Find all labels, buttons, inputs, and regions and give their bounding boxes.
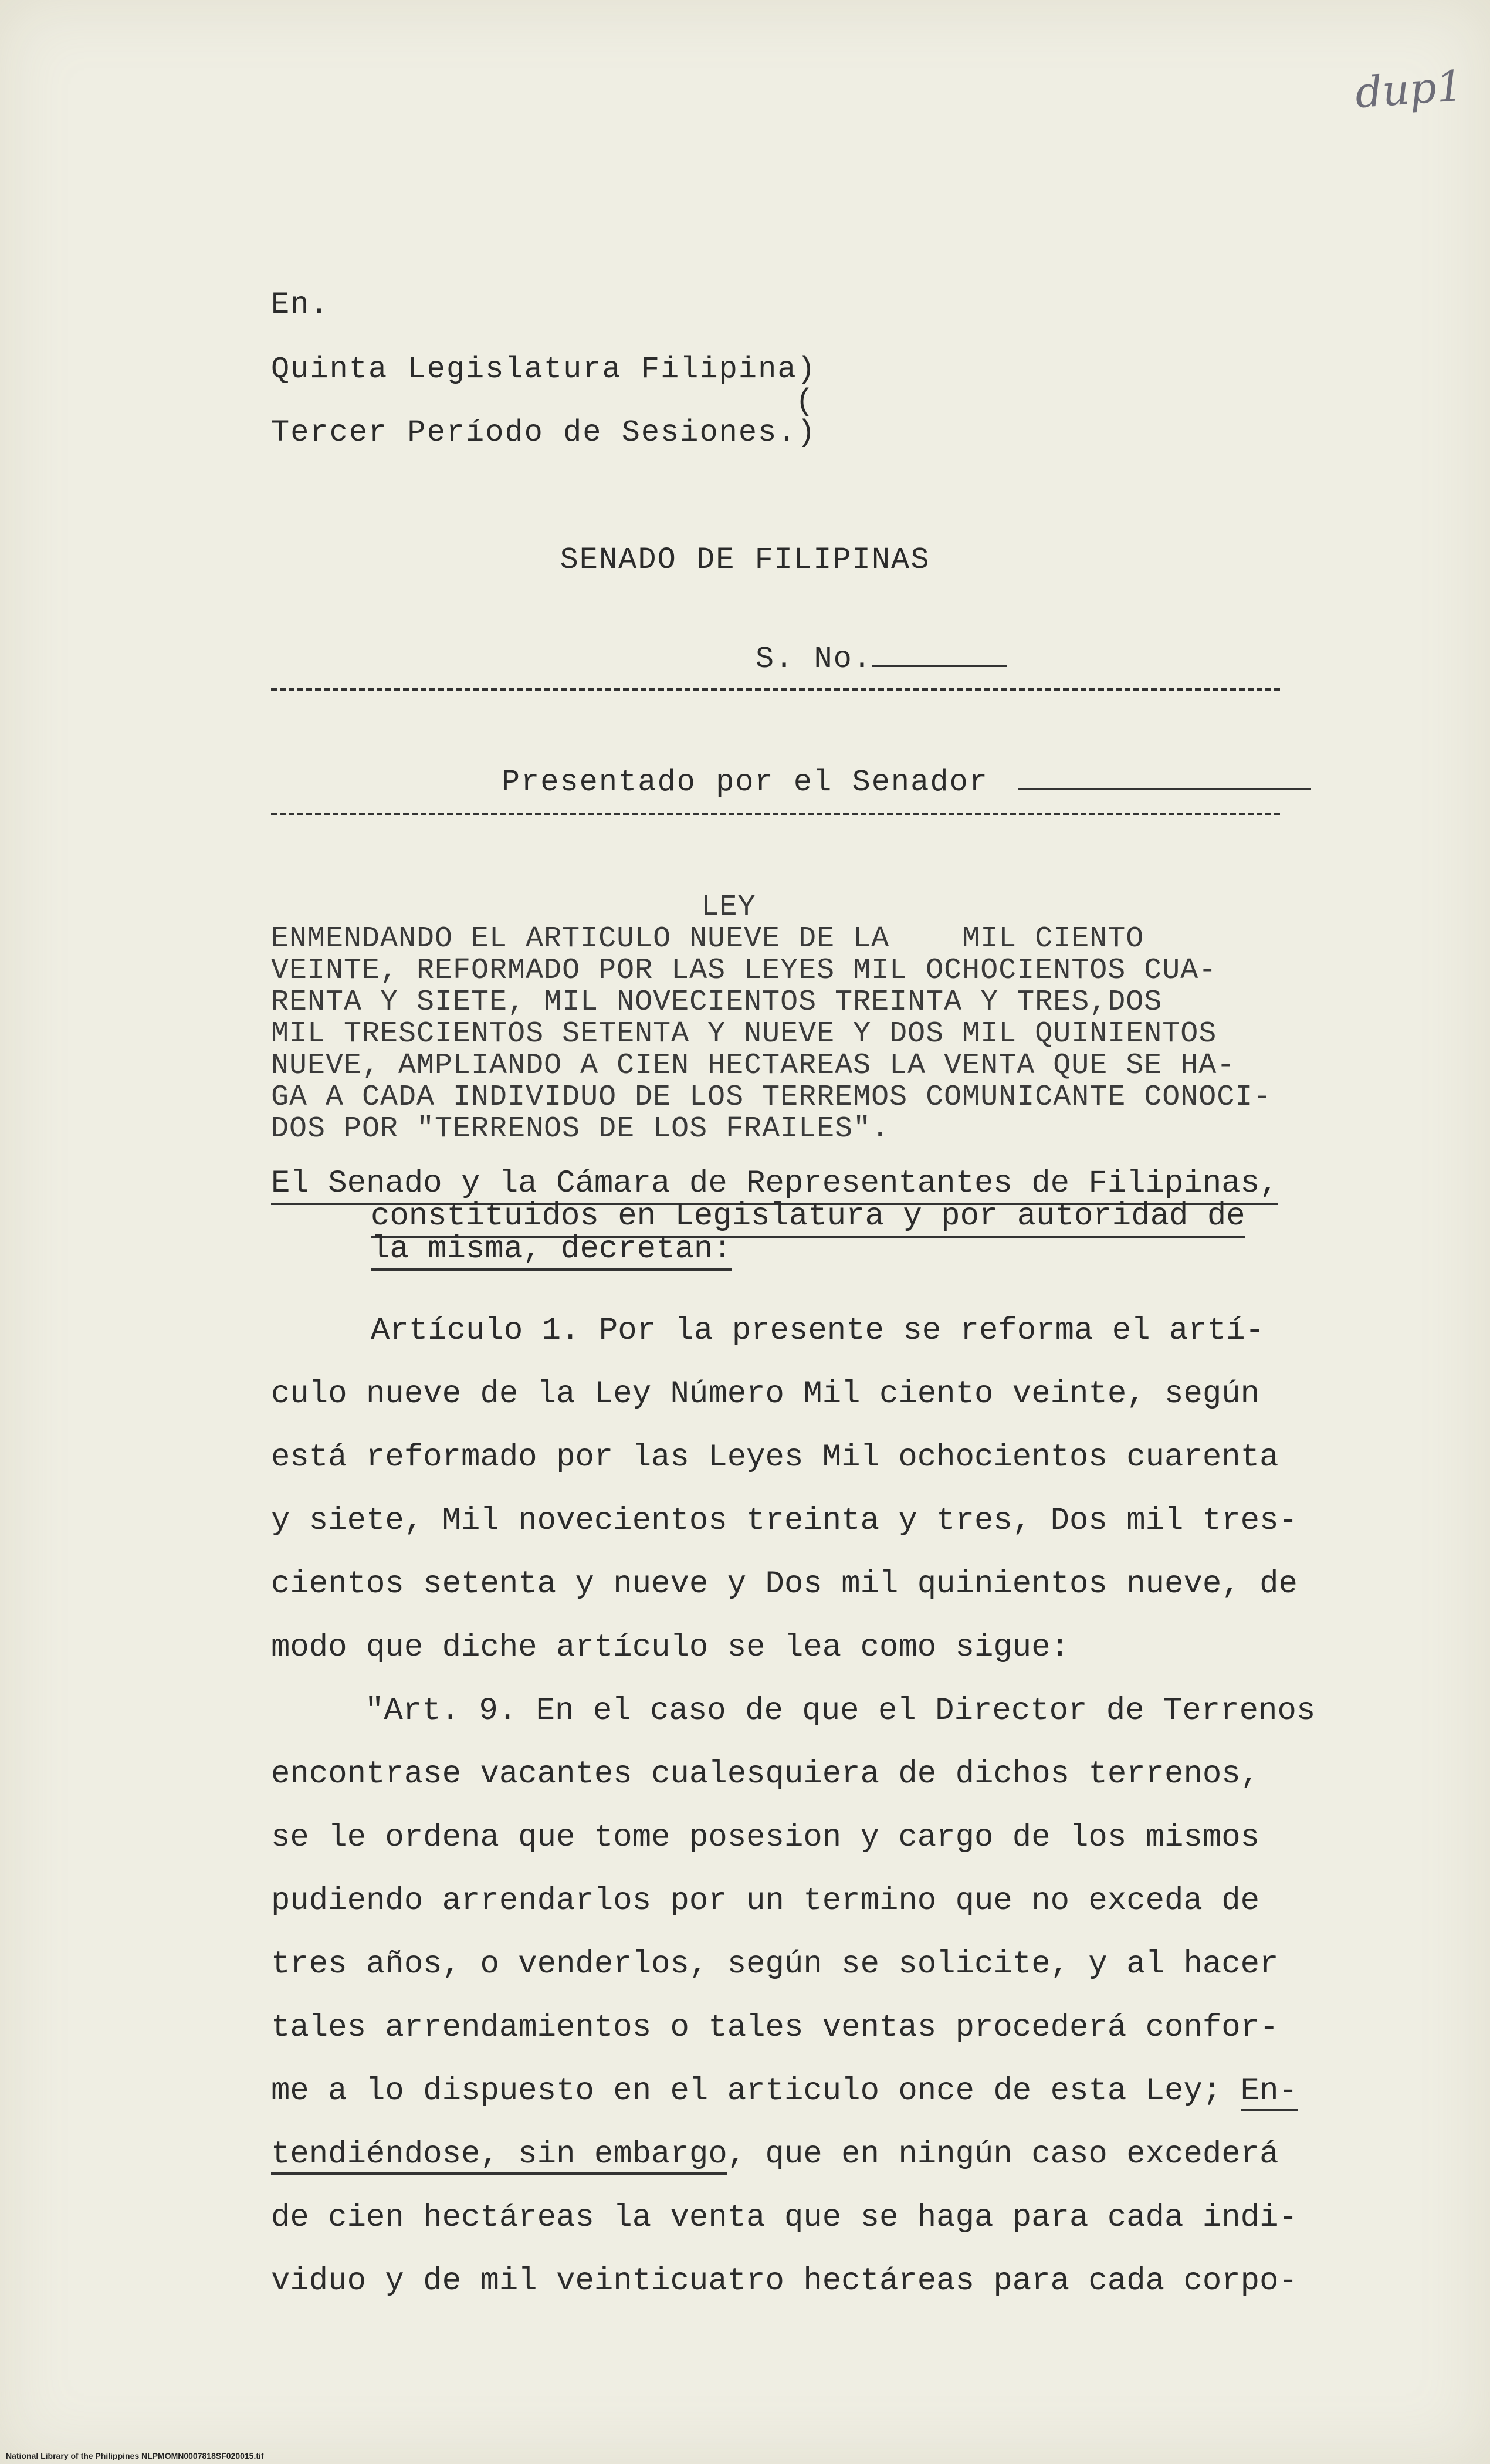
bill-title-line: GA A CADA INDIVIDUO DE LOS TERREMOS COMUNICANTE CONOCI-: [271, 1081, 1272, 1114]
body-line: Artículo 1. Por la presente se reforma el artí-: [371, 1313, 1265, 1349]
senator-blank: [1018, 788, 1311, 790]
bill-body: [271, 1299, 1339, 2313]
body-line: culo nueve de la Ley Número Mil ciento veinte, según: [271, 1376, 1260, 1412]
bill-number-label: S. No.: [755, 642, 873, 676]
header-en: En.: [271, 287, 330, 322]
bill-title-line: VEINTE, REFORMADO POR LAS LEYES MIL OCHOCIENTOS CUA-: [271, 954, 1217, 987]
body-line: está reformado por las Leyes Mil ochocientos cuarenta: [271, 1440, 1279, 1475]
body-line: de cien hectáreas la venta que se haga para cada indi-: [271, 2200, 1298, 2236]
body-line: y siete, Mil novecientos treinta y tres, Dos mil tres-: [271, 1503, 1298, 1539]
dashed-divider-bottom: [271, 813, 1280, 815]
enacting-line: la misma, decretan:: [371, 1231, 732, 1271]
presented-by-row: [424, 730, 1311, 834]
bill-heading: LEY: [701, 891, 756, 924]
dashed-divider-top: [271, 688, 1280, 691]
bill-title: [271, 892, 1339, 1145]
header-legislature: Quinta Legislatura Filipina): [271, 352, 817, 387]
header-session: Tercer Período de Sesiones.): [271, 415, 817, 450]
enacting-clause: [271, 1167, 1339, 1266]
bill-title-line: DOS POR "TERRENOS DE LOS FRAILES".: [271, 1112, 890, 1146]
bill-number-row: [678, 607, 1007, 711]
body-line: tres años, o venderlos, según se solicite, y al hacer: [271, 1947, 1279, 1982]
bill-title-line: NUEVE, AMPLIANDO A CIEN HECTAREAS LA VENTA QUE SE HA-: [271, 1049, 1235, 1082]
archive-footer: National Library of the Philippines NLPMOMN0007818SF020015.tif: [6, 2451, 264, 2460]
header-paren: (: [795, 384, 815, 419]
body-line: modo que diche artículo se lea como sigue:: [271, 1630, 1070, 1666]
body-line: encontrase vacantes cualesquiera de dichos terrenos,: [271, 1756, 1260, 1792]
body-line: pudiendo arrendarlos por un termino que no exceda de: [271, 1883, 1260, 1919]
presented-by-label: Presentado por el Senador: [501, 765, 988, 800]
body-line: tendiéndose, sin embargo, que en ningún caso excederá: [271, 2123, 1339, 2187]
enacting-line: El Senado y la Cámara de Representantes de Filipinas,: [271, 1166, 1278, 1205]
body-line: "Art. 9. En el caso de que el Director de Terrenos: [365, 1693, 1316, 1729]
body-line: se le ordena que tome posesion y cargo de los mismos: [271, 1820, 1260, 1856]
bill-title-line: MIL TRESCIENTOS SETENTA Y NUEVE Y DOS MIL QUINIENTOS: [271, 1017, 1217, 1051]
body-line: cientos setenta y nueve y Dos mil quinientos nueve, de: [271, 1566, 1298, 1602]
handwritten-note: dup1: [1353, 60, 1465, 118]
enacting-line: constituidos en Legislatura y por autoridad de: [371, 1199, 1245, 1238]
body-line: me a lo dispuesto en el articulo once de esta Ley; En-: [271, 2060, 1339, 2123]
bill-title-line: RENTA Y SIETE, MIL NOVECIENTOS TREINTA Y TRES,DOS: [271, 986, 1163, 1019]
senate-title: SENADO DE FILIPINAS: [560, 543, 930, 577]
bill-title-line: ENMENDANDO EL ARTICULO NUEVE DE LA MIL CIENTO: [271, 922, 1144, 956]
bill-number-blank: [872, 665, 1007, 667]
body-line: viduo y de mil veinticuatro hectáreas para cada corpo-: [271, 2263, 1298, 2299]
body-line: tales arrendamientos o tales ventas procederá confor-: [271, 2010, 1279, 2046]
